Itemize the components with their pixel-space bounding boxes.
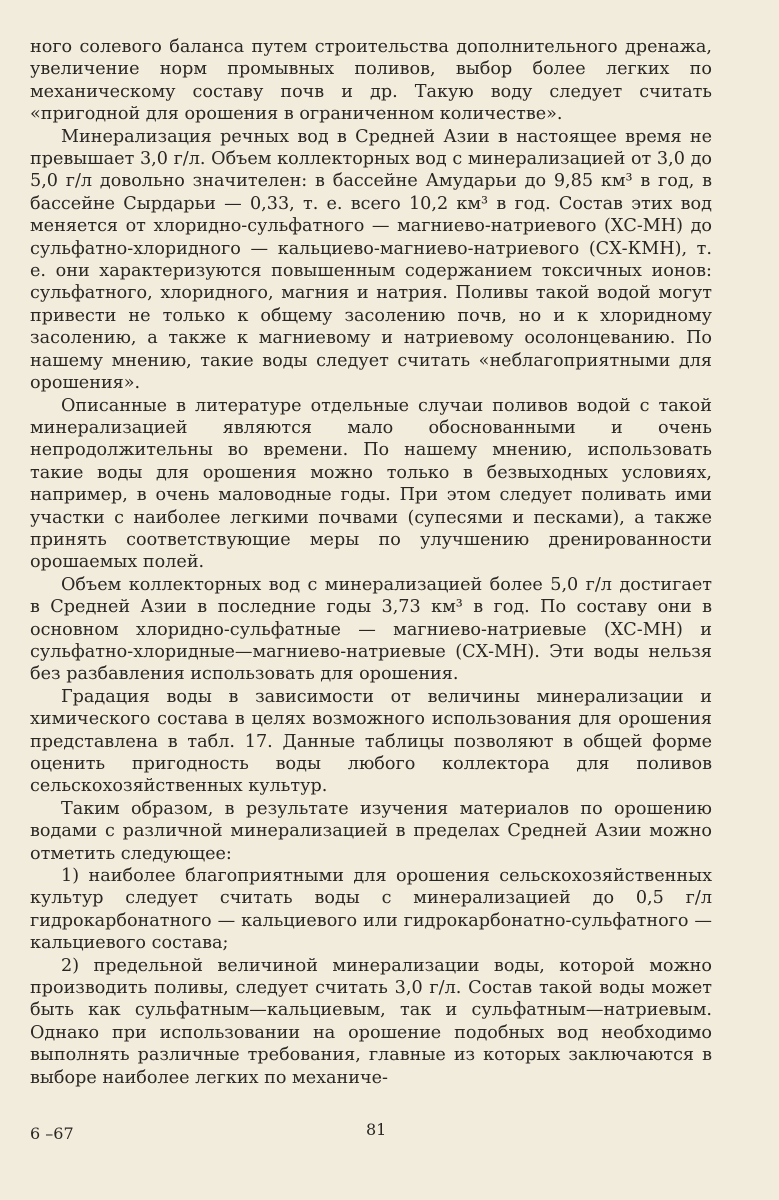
paragraph-continuation: ного солевого баланса путем строительства дополнительного дренажа, увеличение норм промывных поливов, выбор более легких по механическому составу почв и др. Такую воду следует считать «пригодной для орошения в ограниченном количестве». <box>30 37 712 125</box>
paragraph-collector-volume: Объем коллекторных вод с минерализацией более 5,0 г/л достигает в Средней Азии в последние годы 3,73 км³ в год. По составу они в основном хлоридно-сульфатные — магниево-натриевые (ХС-МН) и сульфатно-хлоридные—магниево-натриевые (СХ-МН). Эти воды нельзя без разбавления использовать для орошения. <box>30 574 712 685</box>
paragraph-gradation: Градация воды в зависимости от величины минерализации и химического состава в целях возможного использования для орошения представлена в табл. 17. Данные таблицы позволяют в общей форме оценить пригодность воды любого коллектора для поливов сельскохозяйственных культур. <box>30 686 712 797</box>
page-number: 81 <box>366 1120 387 1139</box>
list-item-2: 2) предельной величиной минерализации воды, которой можно производить поливы, следует считать 3,0 г/л. Состав такой воды может быть как сульфатным—кальциевым, так и сульфатным—натриевым. Однако при использовании на орошение подобных вод необходимо выполнять различные требования, главные из которых заключаются в выборе наиболее легких по механиче- <box>30 955 712 1088</box>
paragraph-mineralization: Минерализация речных вод в Средней Азии в настоящее время не превышает 3,0 г/л. Объем коллекторных вод с минерализацией от 3,0 до 5,0 г/л довольно значителен: в бассейне Амударьи до 9,85 км³ в год, в бассейне Сырдарьи — 0,33, т. е. всего 10,2 км³ в год. Состав этих вод меняется от хлоридно-сульфатного — магниево-натриевого (ХС-МН) до сульфатно-хлоридного — кальциево-магниево-натриевого (СХ-КМН), т. е. они характеризуются повышенным содержанием токсичных ионов: сульфатного, хлоридного, магния и натрия. Поливы такой водой могут привести не только к общему засолению почв, но и к хлоридному засолению, а также к магниевому и натриевому осолонцеванию. По нашему мнению, такие воды следует считать «неблагоприятными для орошения». <box>30 126 712 394</box>
signature-mark: 6 –67 <box>30 1124 74 1143</box>
body-text <box>30 36 712 1089</box>
paragraph-conclusion-intro: Таким образом, в результате изучения материалов по орошению водами с различной минерализацией в пределах Средней Азии можно отметить следующее: <box>30 798 712 864</box>
list-item-1: 1) наиболее благоприятными для орошения сельскохозяйственных культур следует считать воды с минерализацией до 0,5 г/л гидрокарбонатного — кальциевого или гидрокарбонатно-сульфатного — кальциевого состава; <box>30 866 712 954</box>
paragraph-literature-cases: Описанные в литературе отдельные случаи поливов водой с такой минерализацией являются мало обоснованными и очень непродолжительны во времени. По нашему мнению, использовать такие воды для орошения можно только в безвыходных условиях, например, в очень маловодные годы. При этом следует поливать ими участки с наиболее легкими почвами (супесями и песками), а также принять соответствующие меры по улучшению дренированности орошаемых полей. <box>30 395 712 573</box>
